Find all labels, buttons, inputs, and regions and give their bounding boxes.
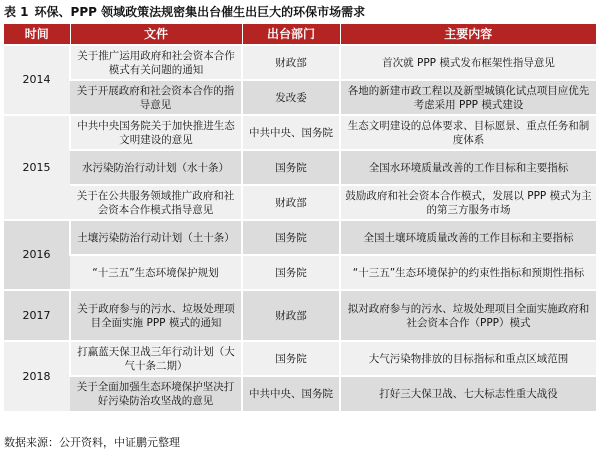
table-row (4, 45, 596, 80)
document-cell: 关于在公共服务领域推广政府和社会资本合作模式指导意见 (70, 185, 242, 220)
content-cell: 全国土壤环境质量改善的工作目标和主要指标 (340, 220, 596, 255)
content-cell: “十三五”生态环境保护的约束性指标和预期性指标 (340, 255, 596, 290)
table-row (4, 290, 596, 341)
department-cell: 中共中央、国务院 (242, 376, 340, 411)
department-cell: 中共中央、国务院 (242, 115, 340, 150)
department-cell: 财政部 (242, 45, 340, 80)
document-cell: 关于全面加强生态环境保护坚决打好污染防治攻坚战的意见 (70, 376, 242, 411)
header-content: 主要内容 (340, 24, 596, 45)
document-cell: 土壤污染防治行动计划（土十条） (70, 220, 242, 255)
table-row (4, 376, 596, 411)
table-row (4, 220, 596, 255)
document-cell: 中共中央国务院关于加快推进生态文明建设的意见 (70, 115, 242, 150)
table-row (4, 185, 596, 220)
header-row (4, 24, 596, 45)
year-cell: 2018 (4, 341, 70, 411)
content-cell: 打好三大保卫战、七大标志性重大战役 (340, 376, 596, 411)
header-department: 出台部门 (242, 24, 340, 45)
table-title (4, 4, 596, 20)
content-cell: 拟对政府参与的污水、垃圾处理项目全面实施政府和社会资本合作（PPP）模式 (340, 290, 596, 341)
table-row (4, 115, 596, 150)
content-cell: 首次就 PPP 模式发布框架性指导意见 (340, 45, 596, 80)
content-cell: 各地的新建市政工程以及新型城镇化试点项目应优先考虑采用 PPP 模式建设 (340, 80, 596, 115)
department-cell: 国务院 (242, 341, 340, 376)
document-cell: 关于推广运用政府和社会资本合作模式有关问题的通知 (70, 45, 242, 80)
year-cell: 2017 (4, 290, 70, 341)
header-year: 时间 (4, 24, 70, 45)
header-document: 文件 (70, 24, 242, 45)
table-title-text: 环保、PPP 领域政策法规密集出台催生出巨大的环保市场需求 (34, 5, 366, 19)
department-cell: 国务院 (242, 220, 340, 255)
department-cell: 发改委 (242, 80, 340, 115)
document-cell: 打赢蓝天保卫战三年行动计划（大气十条二期） (70, 341, 242, 376)
source-note: 数据来源：公开资料，中证鹏元整理 (4, 436, 180, 449)
year-cell: 2016 (4, 220, 70, 290)
content-cell: 全国水环境质量改善的工作目标和主要指标 (340, 150, 596, 185)
department-cell: 国务院 (242, 255, 340, 290)
department-cell: 财政部 (242, 290, 340, 341)
content-cell: 大气污染物排放的目标指标和重点区域范围 (340, 341, 596, 376)
table-row (4, 255, 596, 290)
department-cell: 财政部 (242, 185, 340, 220)
document-cell: 关于开展政府和社会资本合作的指导意见 (70, 80, 242, 115)
policy-table (4, 24, 596, 411)
document-cell: 水污染防治行动计划（水十条） (70, 150, 242, 185)
content-cell: 鼓励政府和社会资本合作模式，发展以 PPP 模式为主的第三方服务市场 (340, 185, 596, 220)
table-row (4, 150, 596, 185)
table-row (4, 80, 596, 115)
document-cell: “十三五”生态环境保护规划 (70, 255, 242, 290)
year-cell: 2014 (4, 45, 70, 115)
year-cell: 2015 (4, 115, 70, 220)
table-number: 表 1 (4, 5, 29, 19)
department-cell: 国务院 (242, 150, 340, 185)
content-cell: 生态文明建设的总体要求、目标愿景、重点任务和制度体系 (340, 115, 596, 150)
document-cell: 关于政府参与的污水、垃圾处理项目全面实施 PPP 模式的通知 (70, 290, 242, 341)
table-row (4, 341, 596, 376)
